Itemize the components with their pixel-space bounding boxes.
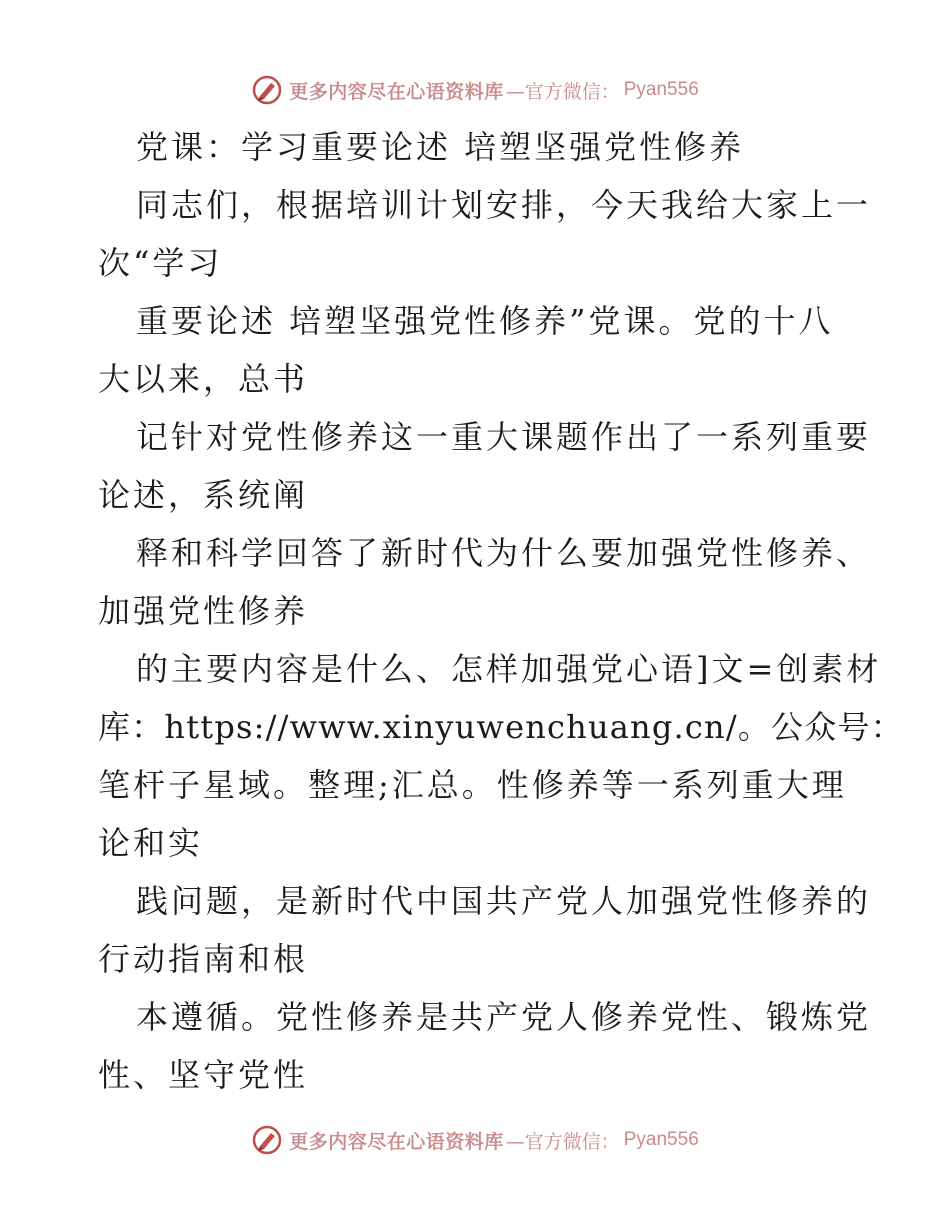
banner-wechat-label: —官方微信： [505,80,620,103]
document-body [98,118,904,1104]
paragraph-line: 笔杆子星域。整理;汇总。性修养等一系列重大理 [98,766,847,804]
paragraph-line: 库：https://www.xinyuwenchuang.cn/。公众号： [98,708,904,746]
paragraph-line: 践问题，是新时代中国共产党人加强党性修养的 [136,882,872,920]
paragraph-line: 释和科学回答了新时代为什么要加强党性修养、 [136,534,872,572]
paragraph-line: 行动指南和根 [98,940,309,978]
banner-wechat-id: Pyan556 [623,79,699,100]
paragraph-line: 同志们，根据培训计划安排，今天我给大家上一 [136,186,872,224]
paragraph-line: 重要论述 培塑坚强党性修养”党课。党的十八 [136,302,834,340]
banner-text: 更多内容尽在心语资料库 [289,1130,504,1153]
paragraph-line: 记针对党性修养这一重大课题作出了一系列重要 [136,418,872,456]
pen-logo-icon [251,1124,283,1156]
pen-logo-icon [251,74,283,106]
header-watermark-banner [0,70,950,110]
paragraph-line: 大以来，总书 [98,360,309,398]
footer-watermark-banner [0,1120,950,1160]
paragraph-line: 性、坚守党性 [98,1056,309,1094]
paragraph-line: 论述，系统阐 [98,476,309,514]
paragraph-line: 的主要内容是什么、怎样加强党心语]文=创素材 [136,650,882,688]
banner-text: 更多内容尽在心语资料库 [289,80,504,103]
document-title: 党课：学习重要论述 培塑坚强党性修养 [136,128,745,166]
paragraph-line: 论和实 [98,824,204,862]
banner-wechat-id: Pyan556 [623,1129,699,1150]
paragraph-line: 次“学习 [98,244,223,282]
banner-wechat-label: —官方微信： [505,1130,620,1153]
paragraph-line: 本遵循。党性修养是共产党人修养党性、锻炼党 [136,998,872,1036]
paragraph-line: 加强党性修养 [98,592,309,630]
